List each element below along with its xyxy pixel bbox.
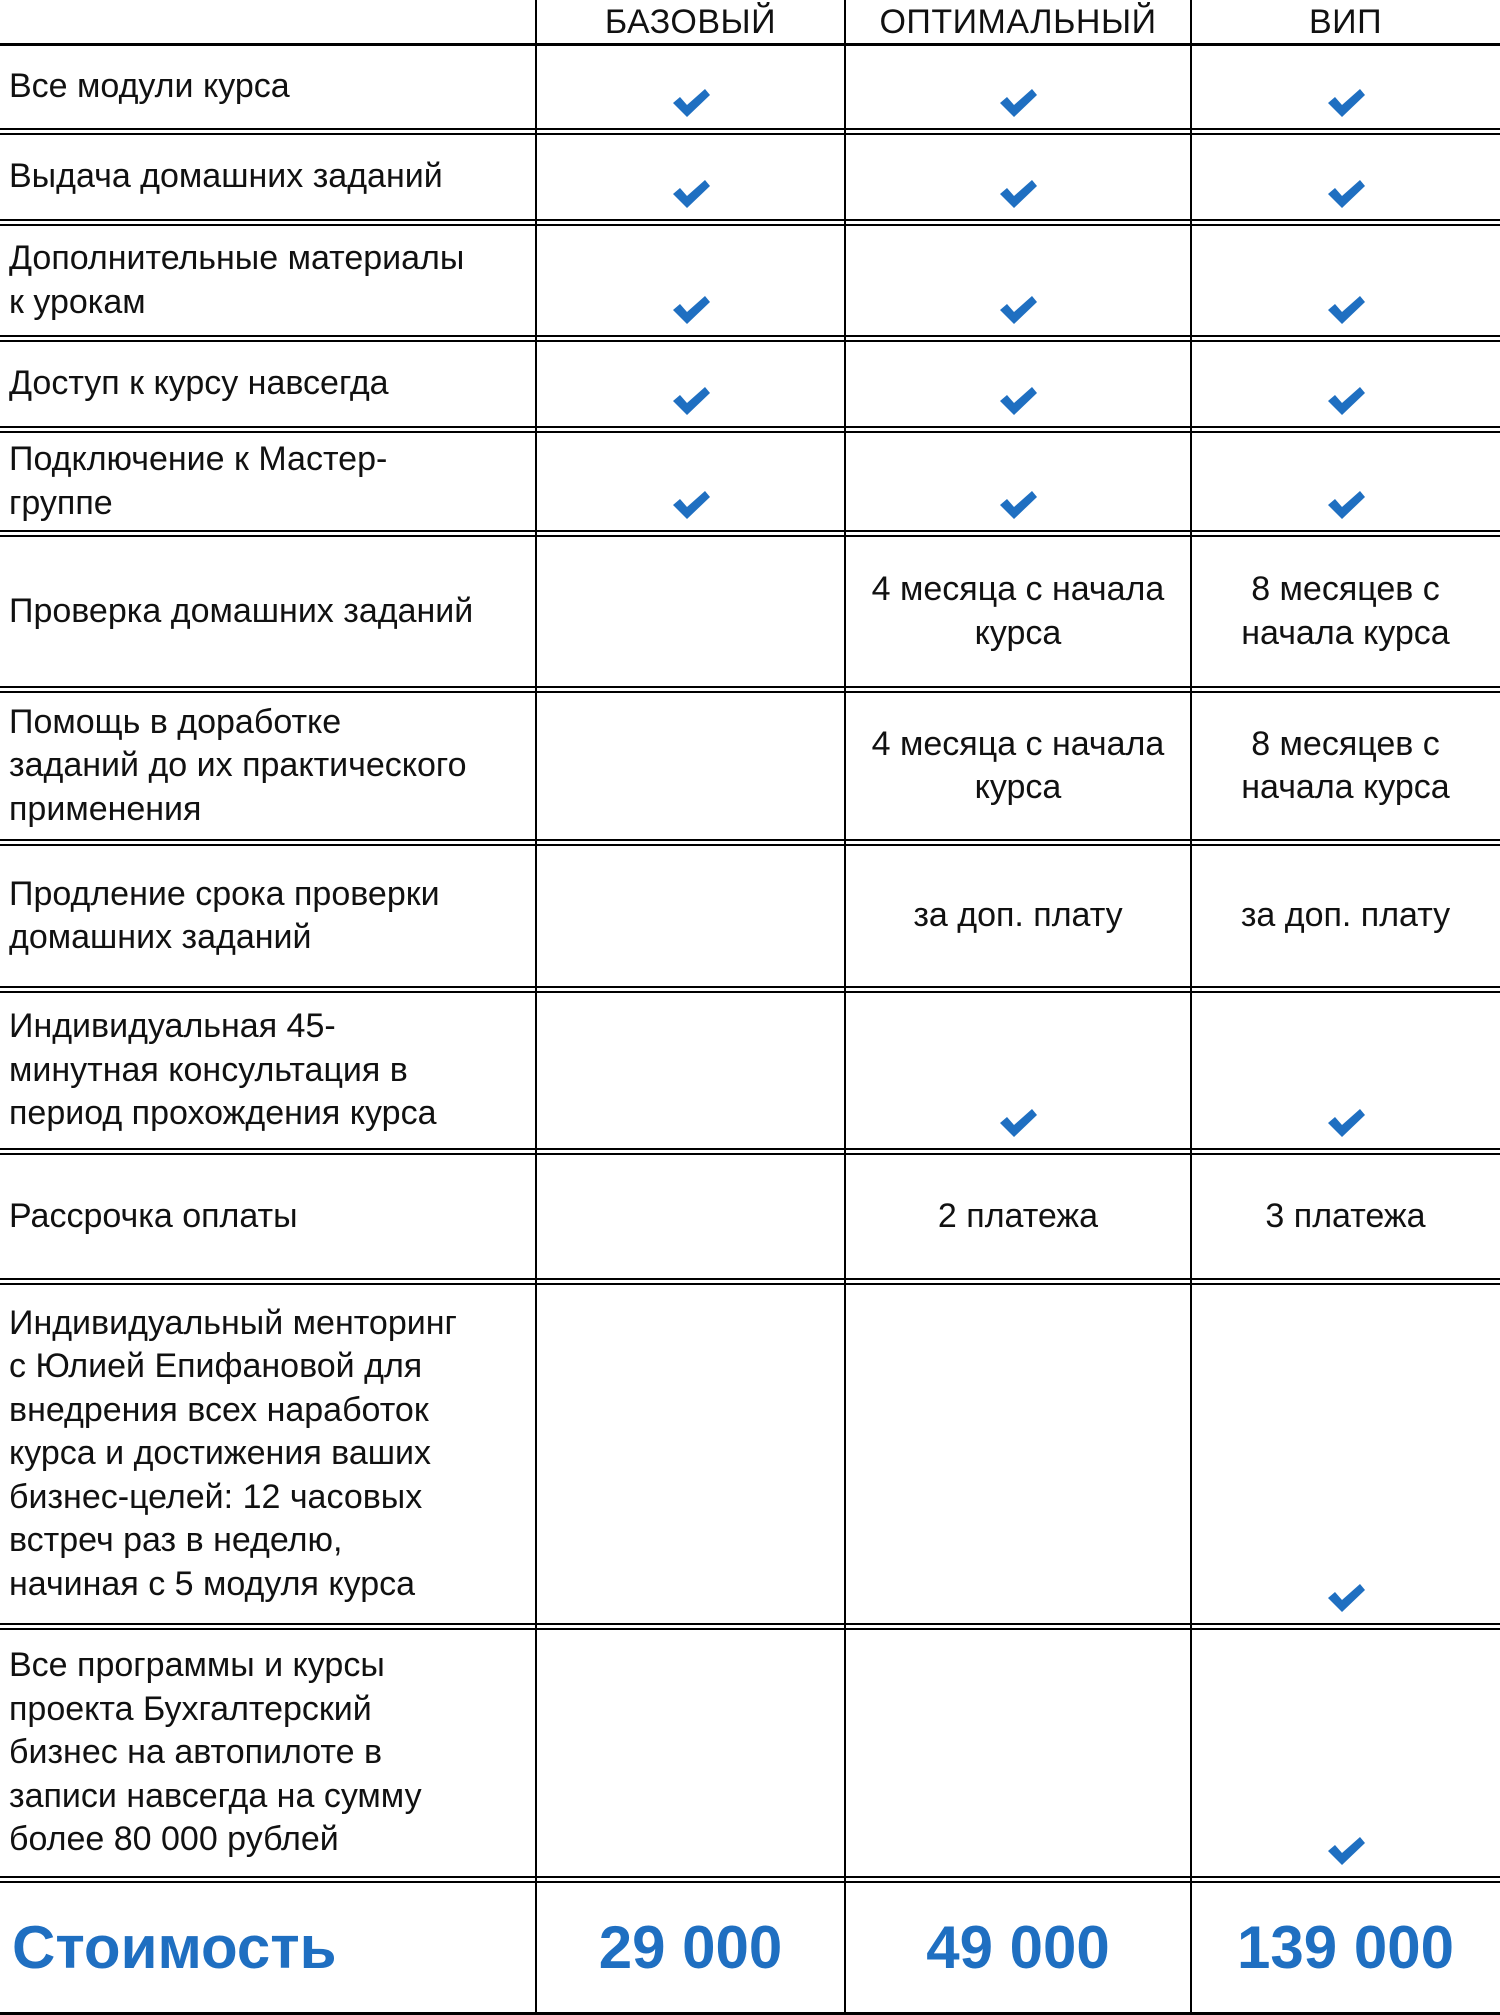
row-divider <box>0 1876 1500 1883</box>
row-label: Доступ к курсу навсегда <box>9 364 389 403</box>
column-header: БАЗОВЫЙ <box>604 2 777 41</box>
price-value: 29 000 <box>598 1913 783 1981</box>
row-value: 8 месяцев с начала курса <box>1241 724 1450 806</box>
check-cell <box>845 46 1191 118</box>
check-icon <box>998 179 1038 209</box>
check-cell <box>536 433 845 520</box>
check-cell <box>845 135 1191 209</box>
row-label: Все модули курса <box>9 67 290 106</box>
row-divider <box>0 686 1500 693</box>
row-divider <box>0 335 1500 342</box>
check-icon <box>1326 295 1366 325</box>
check-cell <box>845 342 1191 416</box>
check-cell <box>1191 135 1500 209</box>
check-icon <box>1326 1836 1366 1866</box>
row-divider <box>0 839 1500 846</box>
check-icon <box>671 386 711 416</box>
column-divider <box>1190 0 1192 2015</box>
row-label: Продление срока проверки домашних заданий <box>9 874 440 956</box>
check-cell <box>536 46 845 118</box>
check-icon <box>998 1108 1038 1138</box>
row-divider <box>0 1623 1500 1630</box>
row-divider <box>0 219 1500 226</box>
row-value: за доп. плату <box>1240 896 1451 935</box>
row-value: 2 платежа <box>937 1196 1099 1235</box>
check-icon <box>998 295 1038 325</box>
row-value: 3 платежа <box>1265 1196 1426 1235</box>
check-icon <box>671 88 711 118</box>
check-cell <box>1191 1630 1500 1866</box>
check-icon <box>1326 1583 1366 1613</box>
row-value: 4 месяца с начала курса <box>871 724 1165 806</box>
row-value: за доп. плату <box>913 896 1123 935</box>
check-cell <box>1191 226 1500 325</box>
row-divider <box>0 426 1500 433</box>
check-icon <box>998 386 1038 416</box>
check-cell <box>1191 993 1500 1138</box>
check-icon <box>1326 179 1366 209</box>
row-value: 8 месяцев с начала курса <box>1241 570 1450 652</box>
check-cell <box>845 226 1191 325</box>
row-label: Проверка домашних заданий <box>9 591 474 630</box>
check-icon <box>998 88 1038 118</box>
column-divider <box>535 0 537 2015</box>
column-divider <box>844 0 846 2015</box>
check-icon <box>1326 386 1366 416</box>
row-label: Подключение к Мастер- группе <box>9 440 388 522</box>
check-icon <box>1326 490 1366 520</box>
row-divider <box>0 1278 1500 1285</box>
check-cell <box>1191 1285 1500 1613</box>
row-label: Дополнительные материалы к урокам <box>9 239 465 321</box>
check-cell <box>845 433 1191 520</box>
check-cell <box>1191 433 1500 520</box>
check-icon <box>671 295 711 325</box>
row-label: Индивидуальная 45- минутная консультация в период прохождения курса <box>9 1007 437 1133</box>
row-label: Выдача домашних заданий <box>9 157 443 196</box>
row-divider <box>0 1148 1500 1155</box>
row-divider <box>0 128 1500 135</box>
check-cell <box>536 135 845 209</box>
row-label: Рассрочка оплаты <box>9 1196 298 1235</box>
column-header: ВИП <box>1308 2 1383 41</box>
row-label: Индивидуальный менторинг с Юлией Епифановой для внедрения всех наработок курса и достижения ваших бизнес-целей: 12 часовых встреч раз в неделю, начиная с 5 модуля курса <box>9 1303 457 1603</box>
check-icon <box>1326 1108 1366 1138</box>
row-label: Помощь в доработке заданий до их практического применения <box>9 702 467 828</box>
check-cell <box>1191 342 1500 416</box>
row-divider <box>0 530 1500 537</box>
price-label: Стоимость <box>12 1913 337 1981</box>
column-header: ОПТИМАЛЬНЫЙ <box>879 2 1157 41</box>
check-cell <box>1191 46 1500 118</box>
check-cell <box>845 993 1191 1138</box>
check-icon <box>1326 88 1366 118</box>
row-divider <box>0 986 1500 993</box>
check-icon <box>671 179 711 209</box>
row-value: 4 месяца с начала курса <box>871 570 1165 652</box>
check-icon <box>671 490 711 520</box>
price-value: 139 000 <box>1237 1913 1454 1981</box>
check-cell <box>536 342 845 416</box>
check-cell <box>536 226 845 325</box>
price-value: 49 000 <box>926 1913 1110 1981</box>
row-label: Все программы и курсы проекта Бухгалтерский бизнес на автопилоте в записи навсегда на сумму более 80 000 рублей <box>9 1646 422 1859</box>
check-icon <box>998 490 1038 520</box>
